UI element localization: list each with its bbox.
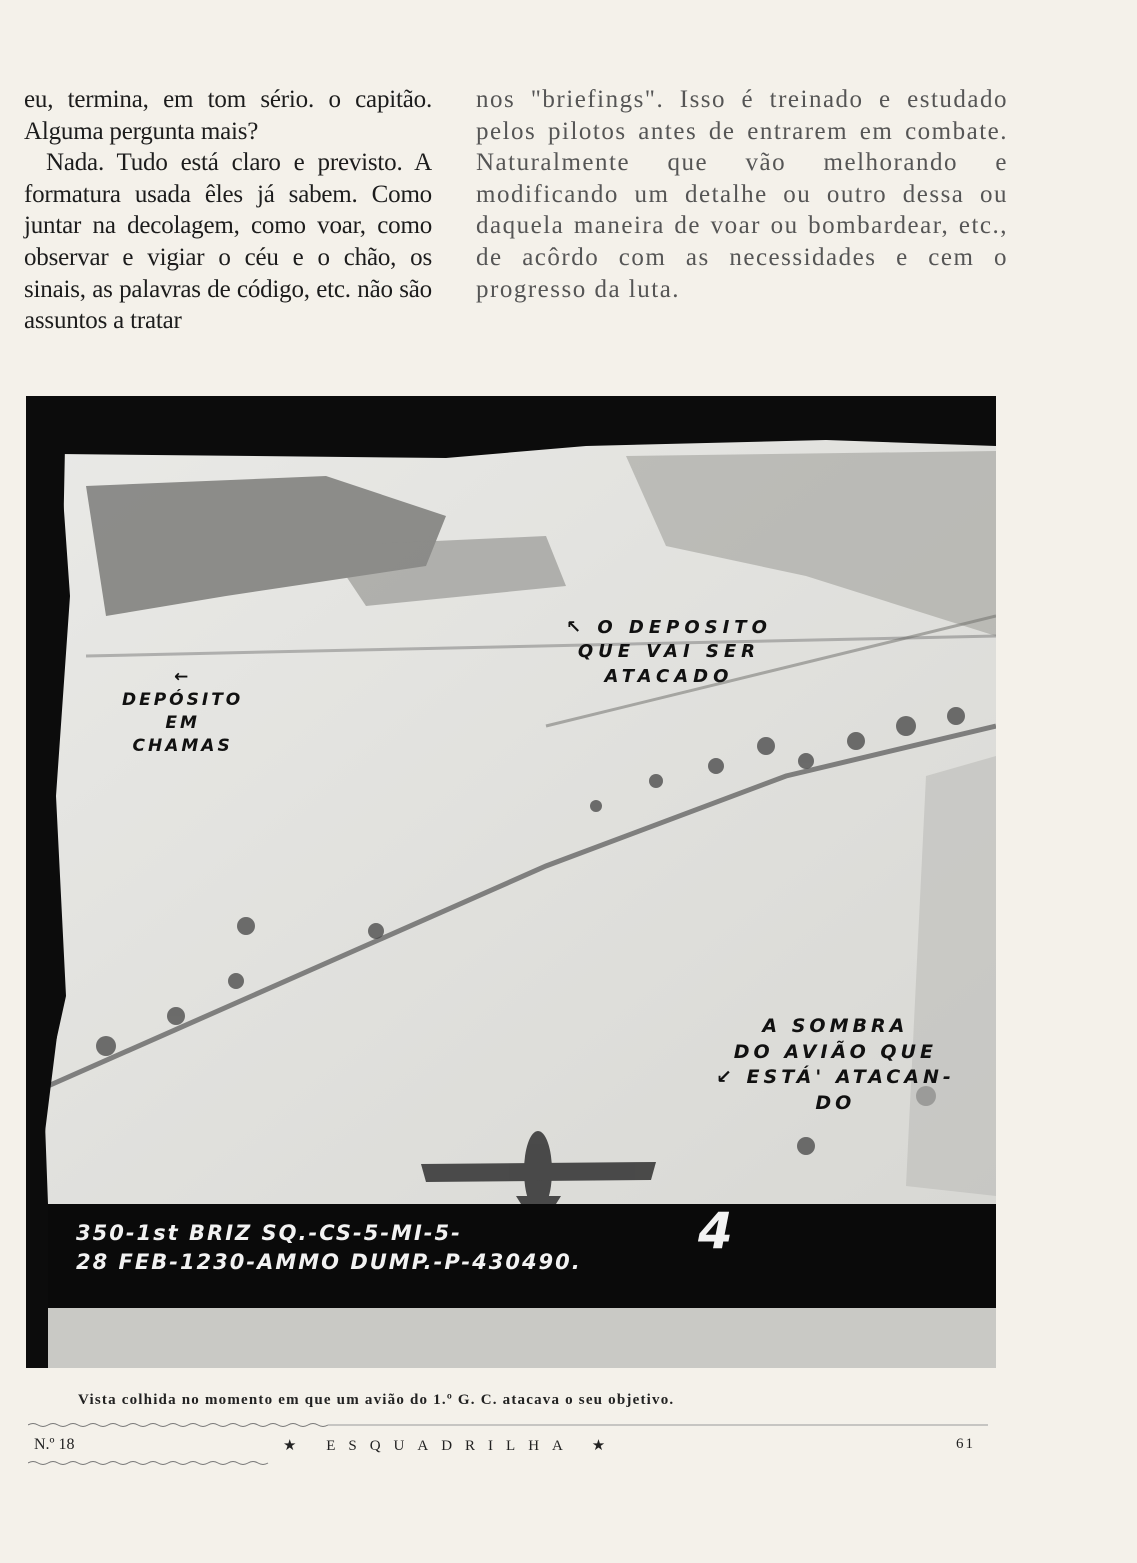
right-paragraph: nos "briefings". Isso é treinado e estudado pelos pilotos antes de entrarem em combate. Naturalmente que vão melhorando e modificando um detalhe ou outro dessa ou daquela maneira de voar ou bombardear, etc., de acôrdo com as necessidades e cem o progresso da luta. [476, 86, 1008, 303]
left-paragraph-2: Nada. Tudo está claro e previsto. A formatura usada êles já sabem. Como juntar na decolagem, como voar, como observar e vigiar o céu e o chão, os sinais, as palavras de código, etc. não são assuntos a tratar [24, 149, 432, 335]
wavy-rule-top [28, 1422, 988, 1428]
photo-frame-number: 4 [698, 1202, 733, 1260]
page-footer [28, 1436, 988, 1460]
wavy-rule-bottom [28, 1460, 988, 1466]
photo-data-strip [76, 1219, 582, 1277]
article-left-column [24, 84, 432, 337]
aerial-photo [26, 396, 996, 1368]
magazine-title: ★ ESQUADRILHA ★ [283, 1438, 619, 1454]
photo-code-line-1: 350-1st BRIZ SQ.-CS-5-MI-5- [76, 1221, 462, 1245]
page-number: 61 [956, 1436, 975, 1452]
annotation-plane-shadow: A SOMBRA DO AVIÃO QUE ↙ ESTÁ' ATACAN- DO [716, 1015, 955, 1114]
photo-code-line-2: 28 FEB-1230-AMMO DUMP.-P-430490. [76, 1250, 582, 1274]
left-paragraph-1: eu, termina, em tom sério. o capitão. Alguma pergunta mais? [24, 86, 432, 145]
article-right-column [476, 84, 1008, 305]
annotation-target-depot: ↖ O DEPOSITO QUE VAI SER ATACADO [566, 617, 772, 687]
photo-caption: Vista colhida no momento em que um avião do 1.º G. C. atacava o seu objetivo. [78, 1392, 675, 1408]
annotation-burning-depot: ← DEPÓSITO EM CHAMAS [122, 667, 244, 756]
issue-number: N.º 18 [34, 1436, 75, 1453]
